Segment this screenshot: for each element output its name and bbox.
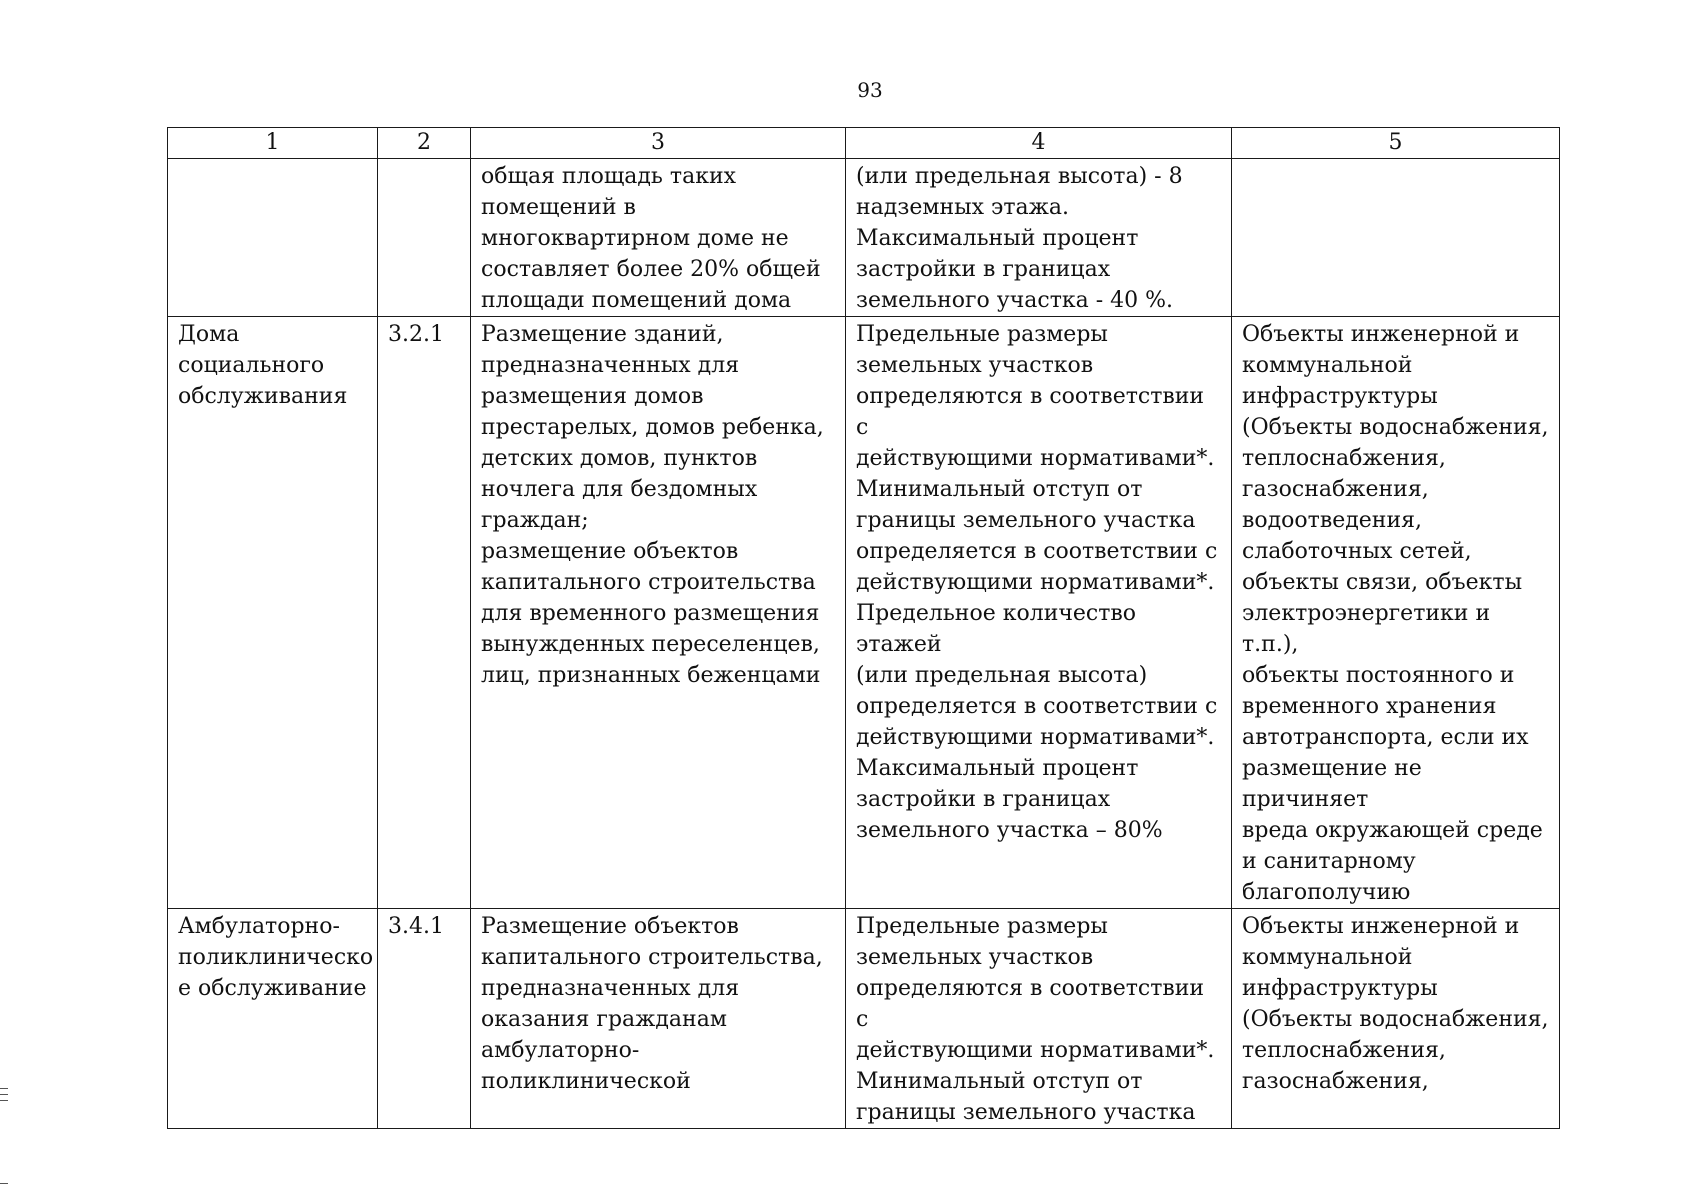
cell-auxiliary xyxy=(1232,317,1560,909)
scan-margin-mark xyxy=(0,1100,8,1101)
cell-parameters xyxy=(846,909,1232,1129)
cell-auxiliary xyxy=(1232,909,1560,1129)
cell-name xyxy=(168,159,378,317)
cell-code xyxy=(378,159,471,317)
table-row xyxy=(168,909,1560,1129)
column-header-5: 5 xyxy=(1232,128,1560,159)
cell-name-text: Амбулаторно- поликлиническо е обслуживание xyxy=(178,914,374,1001)
cell-description xyxy=(471,317,846,909)
cell-description xyxy=(471,159,846,317)
table-row xyxy=(168,317,1560,909)
scan-margin-mark xyxy=(0,1088,8,1089)
cell-description xyxy=(471,909,846,1129)
cell-parameters xyxy=(846,317,1232,909)
cell-parameters-text: Предельные размеры земельных участков определяются в соответствии с действующими нормативами*. Минимальный отступ от границы земельного участка xyxy=(856,914,1215,1125)
cell-name-text: Дома социального обслуживания xyxy=(178,322,348,409)
cell-description-text: общая площадь таких помещений в многоквартирном доме не составляет более 20% общей площади помещений дома xyxy=(481,164,821,313)
cell-auxiliary-text: Объекты инженерной и коммунальной инфраструктуры (Объекты водоснабжения, теплоснабжения, газоснабжения, водоотведения, слаботочных сетей, объекты связи, объекты электроэнергетики и т.п.), объекты постоянного и временного хранения автотранспорта, если их размещение не причиняет вреда окружающей среде и санитарному благополучию xyxy=(1242,322,1549,905)
cell-auxiliary-text: Объекты инженерной и коммунальной инфраструктуры (Объекты водоснабжения, теплоснабжения, газоснабжения, xyxy=(1242,914,1549,1094)
cell-parameters-text: Предельные размеры земельных участков определяются в соответствии с действующими нормативами*. Минимальный отступ от границы земельного участка определяется в соответствии с действующими нормативами*. Предельное количество этажей (или предельная высота) определяется в соответствии с действующими нормативами*. Максимальный процент застройки в границах земельного участка – 80% xyxy=(856,322,1218,843)
column-header-1: 1 xyxy=(168,128,378,159)
cell-auxiliary xyxy=(1232,159,1560,317)
cell-code-text: 3.2.1 xyxy=(388,322,444,347)
cell-code xyxy=(378,909,471,1129)
cell-parameters-text: (или предельная высота) - 8 надземных этажа. Максимальный процент застройки в границах земельного участка - 40 %. xyxy=(856,164,1183,313)
cell-description-text: Размещение зданий, предназначенных для размещения домов престарелых, домов ребенка, детских домов, пунктов ночлега для бездомных граждан; размещение объектов капитального строительства для временного размещения вынужденных переселенцев, лиц, признанных беженцами xyxy=(481,322,824,688)
cell-code-text: 3.4.1 xyxy=(388,914,444,939)
scan-margin-mark xyxy=(0,1094,8,1095)
page-number: 93 xyxy=(857,78,883,102)
cell-name xyxy=(168,909,378,1129)
column-header-3: 3 xyxy=(471,128,846,159)
column-header-2: 2 xyxy=(378,128,471,159)
cell-name xyxy=(168,317,378,909)
table-row xyxy=(168,159,1560,317)
scan-margin-mark xyxy=(0,1183,8,1184)
land-use-table xyxy=(167,127,1560,1129)
column-header-4: 4 xyxy=(846,128,1232,159)
cell-parameters xyxy=(846,159,1232,317)
header-row xyxy=(168,128,1560,159)
cell-code xyxy=(378,317,471,909)
cell-description-text: Размещение объектов капитального строительства, предназначенных для оказания гражданам амбулаторно- поликлинической xyxy=(481,914,823,1094)
